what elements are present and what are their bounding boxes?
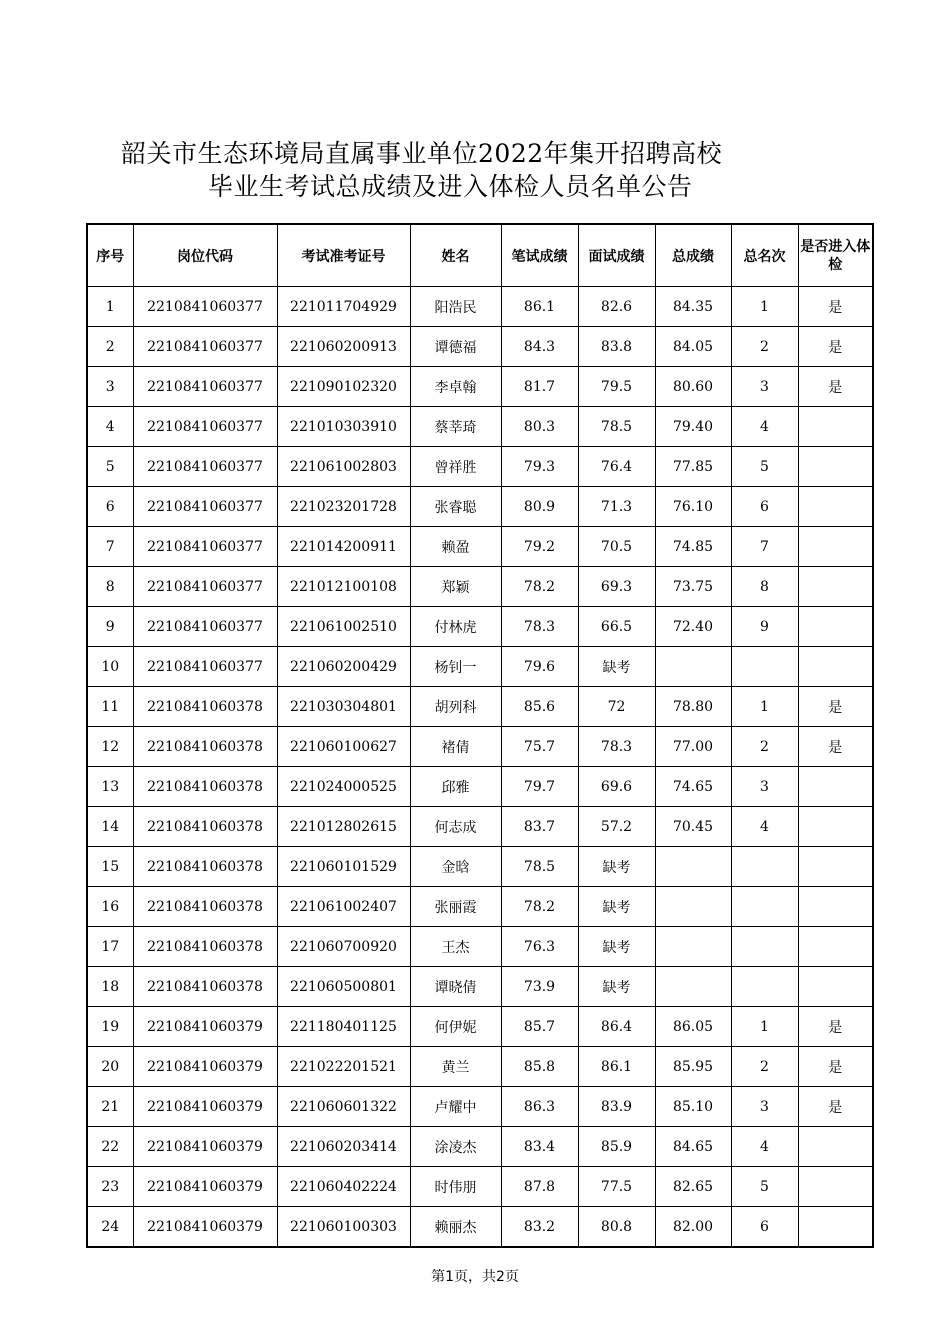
- cell-written-score: 75.7: [501, 727, 578, 767]
- cell-medical-exam: 是: [798, 287, 873, 327]
- cell-medical-exam: [798, 1207, 873, 1248]
- cell-total-score: 73.75: [655, 567, 731, 607]
- cell-interview-score: 85.9: [578, 1127, 655, 1167]
- cell-position-code: 2210841060377: [133, 487, 277, 527]
- cell-ticket-number: 221014200911: [277, 527, 410, 567]
- cell-medical-exam: 是: [798, 1087, 873, 1127]
- table-header-row: [87, 224, 873, 287]
- document-title-line-2: 毕业生考试总成绩及进入体检人员名单公告: [208, 172, 693, 201]
- cell-position-code: 2210841060379: [133, 1047, 277, 1087]
- cell-position-code: 2210841060377: [133, 647, 277, 687]
- cell-rank: 6: [731, 1207, 798, 1248]
- cell-position-code: 2210841060377: [133, 527, 277, 567]
- cell-name: 郑颖: [410, 567, 501, 607]
- cell-position-code: 2210841060378: [133, 687, 277, 727]
- table-row: [87, 1007, 873, 1047]
- cell-name: 谭晓倩: [410, 967, 501, 1007]
- cell-interview-score: 缺考: [578, 847, 655, 887]
- table-row: [87, 727, 873, 767]
- cell-rank: 1: [731, 287, 798, 327]
- cell-name: 杨钊一: [410, 647, 501, 687]
- cell-medical-exam: 是: [798, 1047, 873, 1087]
- cell-ticket-number: 221010303910: [277, 407, 410, 447]
- cell-total-score: 84.05: [655, 327, 731, 367]
- cell-index: 3: [87, 367, 133, 407]
- cell-medical-exam: 是: [798, 1007, 873, 1047]
- table-row: [87, 327, 873, 367]
- cell-interview-score: 86.4: [578, 1007, 655, 1047]
- cell-name: 张丽霞: [410, 887, 501, 927]
- cell-written-score: 78.2: [501, 887, 578, 927]
- cell-index: 9: [87, 607, 133, 647]
- cell-medical-exam: [798, 647, 873, 687]
- cell-total-score: 76.10: [655, 487, 731, 527]
- cell-ticket-number: 221060402224: [277, 1167, 410, 1207]
- cell-index: 1: [87, 287, 133, 327]
- cell-medical-exam: [798, 567, 873, 607]
- cell-total-score: 85.95: [655, 1047, 731, 1087]
- table-row: [87, 407, 873, 447]
- cell-medical-exam: 是: [798, 327, 873, 367]
- cell-written-score: 84.3: [501, 327, 578, 367]
- cell-position-code: 2210841060377: [133, 367, 277, 407]
- cell-ticket-number: 221060203414: [277, 1127, 410, 1167]
- table-row: [87, 1207, 873, 1248]
- table-row: [87, 647, 873, 687]
- cell-index: 11: [87, 687, 133, 727]
- cell-ticket-number: 221060101529: [277, 847, 410, 887]
- cell-ticket-number: 221022201521: [277, 1047, 410, 1087]
- cell-position-code: 2210841060379: [133, 1207, 277, 1248]
- cell-rank: 2: [731, 727, 798, 767]
- table-row: [87, 967, 873, 1007]
- cell-rank: 2: [731, 1047, 798, 1087]
- cell-position-code: 2210841060379: [133, 1127, 277, 1167]
- cell-rank: 2: [731, 327, 798, 367]
- table-row: [87, 1127, 873, 1167]
- cell-index: 7: [87, 527, 133, 567]
- cell-interview-score: 78.3: [578, 727, 655, 767]
- cell-name: 张睿聪: [410, 487, 501, 527]
- cell-medical-exam: [798, 767, 873, 807]
- cell-medical-exam: [798, 847, 873, 887]
- document-title-line-1: 韶关市生态环境局直属事业单位2022年集开招聘高校: [121, 139, 723, 168]
- cell-index: 17: [87, 927, 133, 967]
- cell-name: 付林虎: [410, 607, 501, 647]
- cell-position-code: 2210841060377: [133, 567, 277, 607]
- cell-written-score: 87.8: [501, 1167, 578, 1207]
- header-rank: 总名次: [731, 224, 798, 287]
- cell-written-score: 85.6: [501, 687, 578, 727]
- cell-rank: [731, 967, 798, 1007]
- cell-written-score: 80.9: [501, 487, 578, 527]
- cell-index: 15: [87, 847, 133, 887]
- cell-interview-score: 71.3: [578, 487, 655, 527]
- cell-total-score: 72.40: [655, 607, 731, 647]
- cell-total-score: 84.65: [655, 1127, 731, 1167]
- cell-index: 21: [87, 1087, 133, 1127]
- cell-medical-exam: [798, 1167, 873, 1207]
- cell-medical-exam: [798, 807, 873, 847]
- cell-position-code: 2210841060378: [133, 887, 277, 927]
- cell-written-score: 78.5: [501, 847, 578, 887]
- cell-index: 10: [87, 647, 133, 687]
- cell-name: 谭德福: [410, 327, 501, 367]
- cell-written-score: 83.7: [501, 807, 578, 847]
- cell-interview-score: 78.5: [578, 407, 655, 447]
- cell-name: 金晗: [410, 847, 501, 887]
- cell-rank: 7: [731, 527, 798, 567]
- cell-rank: 1: [731, 1007, 798, 1047]
- cell-written-score: 81.7: [501, 367, 578, 407]
- cell-total-score: 84.35: [655, 287, 731, 327]
- cell-ticket-number: 221060700920: [277, 927, 410, 967]
- cell-ticket-number: 221061002510: [277, 607, 410, 647]
- header-position-code: 岗位代码: [133, 224, 277, 287]
- cell-position-code: 2210841060378: [133, 927, 277, 967]
- cell-rank: 3: [731, 1087, 798, 1127]
- cell-written-score: 79.3: [501, 447, 578, 487]
- cell-total-score: 78.80: [655, 687, 731, 727]
- cell-ticket-number: 221180401125: [277, 1007, 410, 1047]
- cell-interview-score: 缺考: [578, 647, 655, 687]
- cell-ticket-number: 221011704929: [277, 287, 410, 327]
- cell-name: 褚倩: [410, 727, 501, 767]
- cell-total-score: 79.40: [655, 407, 731, 447]
- cell-index: 8: [87, 567, 133, 607]
- cell-name: 黄兰: [410, 1047, 501, 1087]
- cell-ticket-number: 221024000525: [277, 767, 410, 807]
- cell-name: 涂凌杰: [410, 1127, 501, 1167]
- cell-name: 卢耀中: [410, 1087, 501, 1127]
- cell-medical-exam: [798, 487, 873, 527]
- cell-total-score: 74.85: [655, 527, 731, 567]
- cell-index: 19: [87, 1007, 133, 1047]
- cell-total-score: 80.60: [655, 367, 731, 407]
- cell-ticket-number: 221061002407: [277, 887, 410, 927]
- cell-total-score: 70.45: [655, 807, 731, 847]
- header-total-score: 总成绩: [655, 224, 731, 287]
- cell-index: 6: [87, 487, 133, 527]
- cell-written-score: 80.3: [501, 407, 578, 447]
- cell-index: 23: [87, 1167, 133, 1207]
- cell-written-score: 83.4: [501, 1127, 578, 1167]
- cell-interview-score: 79.5: [578, 367, 655, 407]
- cell-index: 22: [87, 1127, 133, 1167]
- table-row: [87, 527, 873, 567]
- table-row: [87, 767, 873, 807]
- cell-index: 18: [87, 967, 133, 1007]
- table-row: [87, 687, 873, 727]
- cell-index: 24: [87, 1207, 133, 1248]
- cell-interview-score: 69.6: [578, 767, 655, 807]
- cell-medical-exam: 是: [798, 367, 873, 407]
- cell-total-score: 86.05: [655, 1007, 731, 1047]
- cell-total-score: [655, 647, 731, 687]
- cell-position-code: 2210841060379: [133, 1007, 277, 1047]
- table-body: [87, 287, 873, 1248]
- cell-name: 何志成: [410, 807, 501, 847]
- header-interview-score: 面试成绩: [578, 224, 655, 287]
- cell-ticket-number: 221060100303: [277, 1207, 410, 1248]
- cell-position-code: 2210841060378: [133, 767, 277, 807]
- cell-position-code: 2210841060377: [133, 447, 277, 487]
- cell-index: 16: [87, 887, 133, 927]
- cell-interview-score: 缺考: [578, 927, 655, 967]
- cell-interview-score: 69.3: [578, 567, 655, 607]
- cell-position-code: 2210841060379: [133, 1167, 277, 1207]
- header-ticket-number: 考试准考证号: [277, 224, 410, 287]
- table-row: [87, 607, 873, 647]
- cell-interview-score: 70.5: [578, 527, 655, 567]
- cell-name: 时伟朋: [410, 1167, 501, 1207]
- table-row: [87, 567, 873, 607]
- cell-ticket-number: 221060200429: [277, 647, 410, 687]
- cell-index: 12: [87, 727, 133, 767]
- cell-total-score: 85.10: [655, 1087, 731, 1127]
- cell-name: 邱雅: [410, 767, 501, 807]
- page-footer: 第1页，共2页: [431, 1269, 519, 1285]
- cell-interview-score: 83.9: [578, 1087, 655, 1127]
- cell-written-score: 86.3: [501, 1087, 578, 1127]
- header-written-score: 笔试成绩: [501, 224, 578, 287]
- cell-interview-score: 86.1: [578, 1047, 655, 1087]
- table-row: [87, 1047, 873, 1087]
- table-row: [87, 1167, 873, 1207]
- cell-ticket-number: 221060500801: [277, 967, 410, 1007]
- cell-index: 2: [87, 327, 133, 367]
- cell-rank: 8: [731, 567, 798, 607]
- cell-medical-exam: [798, 967, 873, 1007]
- cell-rank: [731, 927, 798, 967]
- cell-medical-exam: [798, 407, 873, 447]
- cell-position-code: 2210841060378: [133, 847, 277, 887]
- cell-rank: 9: [731, 607, 798, 647]
- cell-rank: 5: [731, 1167, 798, 1207]
- cell-medical-exam: [798, 607, 873, 647]
- cell-medical-exam: 是: [798, 687, 873, 727]
- cell-medical-exam: [798, 1127, 873, 1167]
- cell-ticket-number: 221061002803: [277, 447, 410, 487]
- cell-interview-score: 76.4: [578, 447, 655, 487]
- cell-name: 蔡莘琦: [410, 407, 501, 447]
- cell-ticket-number: 221090102320: [277, 367, 410, 407]
- cell-written-score: 79.6: [501, 647, 578, 687]
- cell-medical-exam: [798, 887, 873, 927]
- cell-total-score: [655, 967, 731, 1007]
- header-medical-exam: 是否进入体检: [798, 224, 873, 287]
- cell-written-score: 78.3: [501, 607, 578, 647]
- cell-rank: 3: [731, 767, 798, 807]
- cell-total-score: [655, 847, 731, 887]
- cell-name: 赖丽杰: [410, 1207, 501, 1248]
- header-name: 姓名: [410, 224, 501, 287]
- cell-ticket-number: 221060200913: [277, 327, 410, 367]
- table-row: [87, 1087, 873, 1127]
- cell-ticket-number: 221012100108: [277, 567, 410, 607]
- cell-rank: 4: [731, 407, 798, 447]
- cell-total-score: [655, 927, 731, 967]
- cell-written-score: 86.1: [501, 287, 578, 327]
- cell-position-code: 2210841060377: [133, 287, 277, 327]
- cell-index: 14: [87, 807, 133, 847]
- cell-total-score: [655, 887, 731, 927]
- table-row: [87, 487, 873, 527]
- cell-name: 胡列科: [410, 687, 501, 727]
- cell-rank: [731, 847, 798, 887]
- cell-position-code: 2210841060378: [133, 967, 277, 1007]
- cell-interview-score: 缺考: [578, 967, 655, 1007]
- cell-name: 阳浩民: [410, 287, 501, 327]
- cell-index: 13: [87, 767, 133, 807]
- cell-written-score: 76.3: [501, 927, 578, 967]
- cell-ticket-number: 221060601322: [277, 1087, 410, 1127]
- table-row: [87, 287, 873, 327]
- cell-index: 5: [87, 447, 133, 487]
- cell-total-score: 82.65: [655, 1167, 731, 1207]
- cell-rank: 1: [731, 687, 798, 727]
- cell-ticket-number: 221030304801: [277, 687, 410, 727]
- cell-name: 曾祥胜: [410, 447, 501, 487]
- cell-medical-exam: [798, 447, 873, 487]
- cell-name: 何伊妮: [410, 1007, 501, 1047]
- cell-rank: [731, 647, 798, 687]
- cell-ticket-number: 221023201728: [277, 487, 410, 527]
- cell-position-code: 2210841060377: [133, 407, 277, 447]
- table-row: [87, 367, 873, 407]
- table-row: [87, 807, 873, 847]
- header-index: 序号: [87, 224, 133, 287]
- cell-position-code: 2210841060378: [133, 727, 277, 767]
- cell-written-score: 73.9: [501, 967, 578, 1007]
- cell-name: 王杰: [410, 927, 501, 967]
- cell-ticket-number: 221060100627: [277, 727, 410, 767]
- cell-written-score: 79.2: [501, 527, 578, 567]
- cell-medical-exam: 是: [798, 727, 873, 767]
- cell-name: 李卓翰: [410, 367, 501, 407]
- cell-rank: 4: [731, 807, 798, 847]
- cell-index: 4: [87, 407, 133, 447]
- cell-interview-score: 72: [578, 687, 655, 727]
- cell-rank: [731, 887, 798, 927]
- cell-rank: 6: [731, 487, 798, 527]
- cell-written-score: 83.2: [501, 1207, 578, 1248]
- cell-interview-score: 82.6: [578, 287, 655, 327]
- cell-index: 20: [87, 1047, 133, 1087]
- cell-total-score: 77.00: [655, 727, 731, 767]
- cell-position-code: 2210841060379: [133, 1087, 277, 1127]
- results-table: [86, 223, 874, 1248]
- table-row: [87, 927, 873, 967]
- cell-total-score: 77.85: [655, 447, 731, 487]
- cell-ticket-number: 221012802615: [277, 807, 410, 847]
- cell-rank: 3: [731, 367, 798, 407]
- cell-position-code: 2210841060377: [133, 327, 277, 367]
- cell-written-score: 79.7: [501, 767, 578, 807]
- cell-interview-score: 77.5: [578, 1167, 655, 1207]
- cell-rank: 4: [731, 1127, 798, 1167]
- cell-position-code: 2210841060378: [133, 807, 277, 847]
- cell-interview-score: 80.8: [578, 1207, 655, 1248]
- cell-interview-score: 缺考: [578, 887, 655, 927]
- cell-total-score: 74.65: [655, 767, 731, 807]
- cell-rank: 5: [731, 447, 798, 487]
- cell-medical-exam: [798, 927, 873, 967]
- table-row: [87, 447, 873, 487]
- cell-interview-score: 57.2: [578, 807, 655, 847]
- table-row: [87, 847, 873, 887]
- cell-interview-score: 66.5: [578, 607, 655, 647]
- cell-medical-exam: [798, 527, 873, 567]
- table-row: [87, 887, 873, 927]
- cell-written-score: 78.2: [501, 567, 578, 607]
- cell-written-score: 85.8: [501, 1047, 578, 1087]
- cell-total-score: 82.00: [655, 1207, 731, 1248]
- cell-position-code: 2210841060377: [133, 607, 277, 647]
- cell-interview-score: 83.8: [578, 327, 655, 367]
- cell-written-score: 85.7: [501, 1007, 578, 1047]
- cell-name: 赖盈: [410, 527, 501, 567]
